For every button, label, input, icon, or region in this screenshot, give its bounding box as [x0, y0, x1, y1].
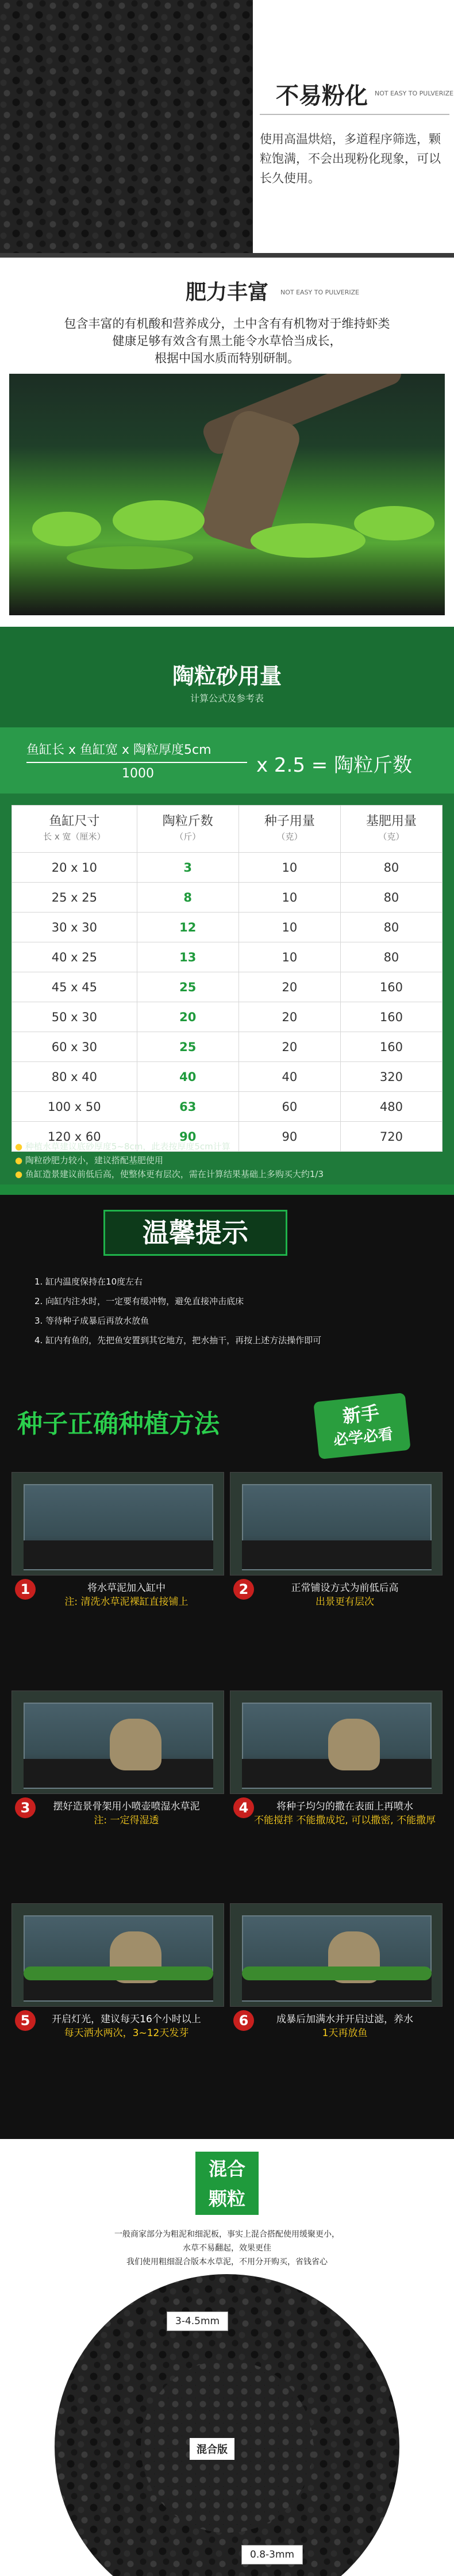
col-header: 鱼缸尺寸 长 x 宽（厘米） — [12, 806, 137, 853]
body-line: 根据中国水质而特别研制。 — [155, 351, 299, 365]
table-cell: 25 x 25 — [12, 883, 137, 913]
body-line: 一般商家部分为粗泥和细泥板，事实上混合搭配使用缓聚更小， — [114, 2230, 340, 2239]
divider — [260, 114, 449, 115]
table-cell: 40 — [137, 1062, 238, 1092]
step-image — [11, 1690, 224, 1794]
table-cell: 10 — [238, 942, 340, 972]
section-no-pulverize — [0, 0, 454, 253]
table-cell: 20 — [238, 972, 340, 1002]
section-body: 使用高温烘焙，多道程序筛选，颗粒饱满，不会出现粉化现象，可以长久使用。 — [260, 132, 441, 185]
step-caption: 摆好造景骨架用小喷壶喷湿水草泥 注: 一定得湿透 — [53, 1801, 200, 1826]
tip-item: 3. 等待种子成暴后再放水放鱼 — [34, 1316, 149, 1326]
table-cell: 3 — [137, 853, 238, 883]
section-usage-table — [0, 627, 454, 1184]
tip-item: 4. 缸内有鱼的，先把鱼安置到其它地方，把水抽干，再按上述方法操作即可 — [34, 1335, 322, 1346]
section-title-en: NOT EASY TO PULVERIZE — [280, 289, 360, 296]
formula-denominator: 1000 — [122, 766, 154, 781]
table-cell: 80 — [340, 883, 442, 913]
tips-list — [34, 1272, 437, 1350]
table-cell: 20 — [238, 1032, 340, 1062]
table-cell: 25 — [137, 1032, 238, 1062]
title-line: 颗粒 — [208, 2188, 245, 2210]
table-row — [12, 853, 443, 883]
usage-header — [0, 627, 454, 727]
table-cell: 100 x 50 — [12, 1092, 137, 1122]
badge-line: 必学必看 — [332, 1425, 394, 1450]
step-image — [230, 1690, 443, 1794]
table-cell: 80 — [340, 913, 442, 942]
table-cell: 10 — [238, 913, 340, 942]
fraction-line — [26, 762, 247, 763]
table-cell: 90 — [137, 1122, 238, 1152]
section-body — [34, 2228, 420, 2269]
table-cell: 60 x 30 — [12, 1032, 137, 1062]
step-number: 4 — [233, 1797, 254, 1818]
section-body — [34, 315, 420, 367]
mix-title-box — [195, 2152, 259, 2215]
table-cell: 60 — [238, 1092, 340, 1122]
table-row — [12, 1002, 443, 1032]
step-image — [230, 1472, 443, 1575]
body-line: 包含丰富的有机酸和营养成分，土中含有有机物对于维持虾类 — [64, 317, 390, 331]
table-cell: 63 — [137, 1092, 238, 1122]
step-caption: 开启灯光，建议每天16个小时以上 每天洒水两次，3~12天发芽 — [52, 2014, 201, 2039]
label-large-size: 3-4.5mm — [167, 2312, 228, 2331]
section-title-en: NOT EASY TO PULVERIZE — [375, 90, 454, 97]
table-cell: 8 — [137, 883, 238, 913]
step-number: 1 — [15, 1579, 36, 1600]
table-row — [12, 1062, 443, 1092]
label-mixed: 混合版 — [190, 2438, 234, 2460]
tip-item: 1. 缸内温度保持在10度左右 — [34, 1276, 143, 1287]
table-cell: 13 — [137, 942, 238, 972]
table-cell: 80 — [340, 853, 442, 883]
step-number: 2 — [233, 1579, 254, 1600]
table-row — [12, 1092, 443, 1122]
table-cell: 10 — [238, 853, 340, 883]
section-mixed-granules — [0, 2139, 454, 2576]
section-seed-method — [0, 1392, 454, 2139]
table-cell: 10 — [238, 883, 340, 913]
section-subtitle: 计算公式及参考表 — [190, 693, 264, 704]
table-cell: 50 x 30 — [12, 1002, 137, 1032]
table-cell: 30 x 30 — [12, 913, 137, 942]
table-cell: 80 x 40 — [12, 1062, 137, 1092]
table-cell: 480 — [340, 1092, 442, 1122]
formula — [0, 727, 454, 793]
formula-result: x 2.5 = 陶粒斤数 — [256, 754, 413, 777]
table-cell: 20 — [238, 1002, 340, 1032]
section-title: 肥力丰富 — [185, 281, 268, 304]
formula-numerator: 鱼缸长 x 鱼缸宽 x 陶粒厚度5cm — [26, 743, 211, 757]
step-caption: 成暴后加满水并开启过滤，养水 1天再放鱼 — [276, 2014, 413, 2039]
section-tips — [0, 1184, 454, 1392]
usage-notes — [15, 1140, 446, 1181]
beginner-badge — [313, 1393, 411, 1459]
step-caption: 将种子均匀的撒在表面上再喷水 不能搅拌 不能撒成坨, 可以撒密, 不能撒厚 — [253, 1801, 436, 1826]
col-header: 种子用量 （克） — [238, 806, 340, 853]
divider-band — [0, 253, 454, 258]
tips-title-box — [103, 1210, 287, 1256]
table-cell: 160 — [340, 1032, 442, 1062]
col-header: 陶粒斤数 （斤） — [137, 806, 238, 853]
table-cell: 20 x 10 — [12, 853, 137, 883]
table-row — [12, 942, 443, 972]
step-image — [11, 1903, 224, 2007]
table-cell: 160 — [340, 972, 442, 1002]
table-cell: 25 — [137, 972, 238, 1002]
label-small-size: 0.8-3mm — [241, 2545, 303, 2564]
table-cell: 720 — [340, 1122, 442, 1152]
note: ● 鱼缸造景建议前低后高，使整体更有层次，需在计算结果基础上多购买大约1/3 — [15, 1169, 324, 1179]
section-title: 不易粉化 — [276, 83, 368, 109]
table-cell: 40 x 25 — [12, 942, 137, 972]
tip-item: 2. 向缸内注水时，一定要有缓冲物，避免直接冲击底床 — [34, 1296, 244, 1306]
section-title: 种子正确种植方法 — [17, 1409, 220, 1439]
body-line: 我们使用粗细混合版本水草泥，不用分开购买，省钱省心 — [126, 2257, 328, 2267]
note: ● 种植水草建议底砂厚度5~8cm，此表按厚度5cm计算 — [15, 1141, 230, 1152]
table-cell: 160 — [340, 1002, 442, 1032]
note: ● 陶粒砂肥力较小，建议搭配基肥使用 — [15, 1155, 163, 1166]
table-row — [12, 883, 443, 913]
step-number: 3 — [15, 1797, 36, 1818]
table-cell: 45 x 45 — [12, 972, 137, 1002]
table-cell: 120 x 60 — [12, 1122, 137, 1152]
table-cell: 90 — [238, 1122, 340, 1152]
table-row — [12, 972, 443, 1002]
body-line: 水草不易翻起，效果更佳 — [183, 2244, 271, 2253]
col-header: 基肥用量 （克） — [340, 806, 442, 853]
table-header-row — [12, 806, 443, 853]
usage-table — [11, 805, 443, 1152]
badge-line: 新手 — [341, 1401, 380, 1428]
table-cell: 20 — [137, 1002, 238, 1032]
step-number: 6 — [233, 2010, 254, 2031]
table-cell: 320 — [340, 1062, 442, 1092]
title-line: 混合 — [208, 2158, 245, 2180]
section-fertility — [0, 253, 454, 627]
table-row — [12, 913, 443, 942]
divider-band — [0, 1184, 454, 1195]
granule-closeup-image — [0, 0, 253, 253]
step-caption: 正常铺设方式为前低后高 出景更有层次 — [291, 1582, 399, 1608]
aquarium-plants-photo — [9, 374, 445, 615]
body-line: 健康足够有效含有黑土能令水草恰当成长， — [112, 334, 342, 348]
section-title: 温馨提示 — [143, 1217, 248, 1248]
step-caption: 将水草泥加入缸中 注: 清洗水草泥裸缸直接铺上 — [64, 1582, 188, 1608]
table-cell: 80 — [340, 942, 442, 972]
step-number: 5 — [15, 2010, 36, 2031]
table-cell: 12 — [137, 913, 238, 942]
step-image — [230, 1903, 443, 2007]
section-title: 陶粒砂用量 — [172, 664, 282, 689]
table-row — [12, 1032, 443, 1062]
step-image — [11, 1472, 224, 1575]
table-cell: 40 — [238, 1062, 340, 1092]
